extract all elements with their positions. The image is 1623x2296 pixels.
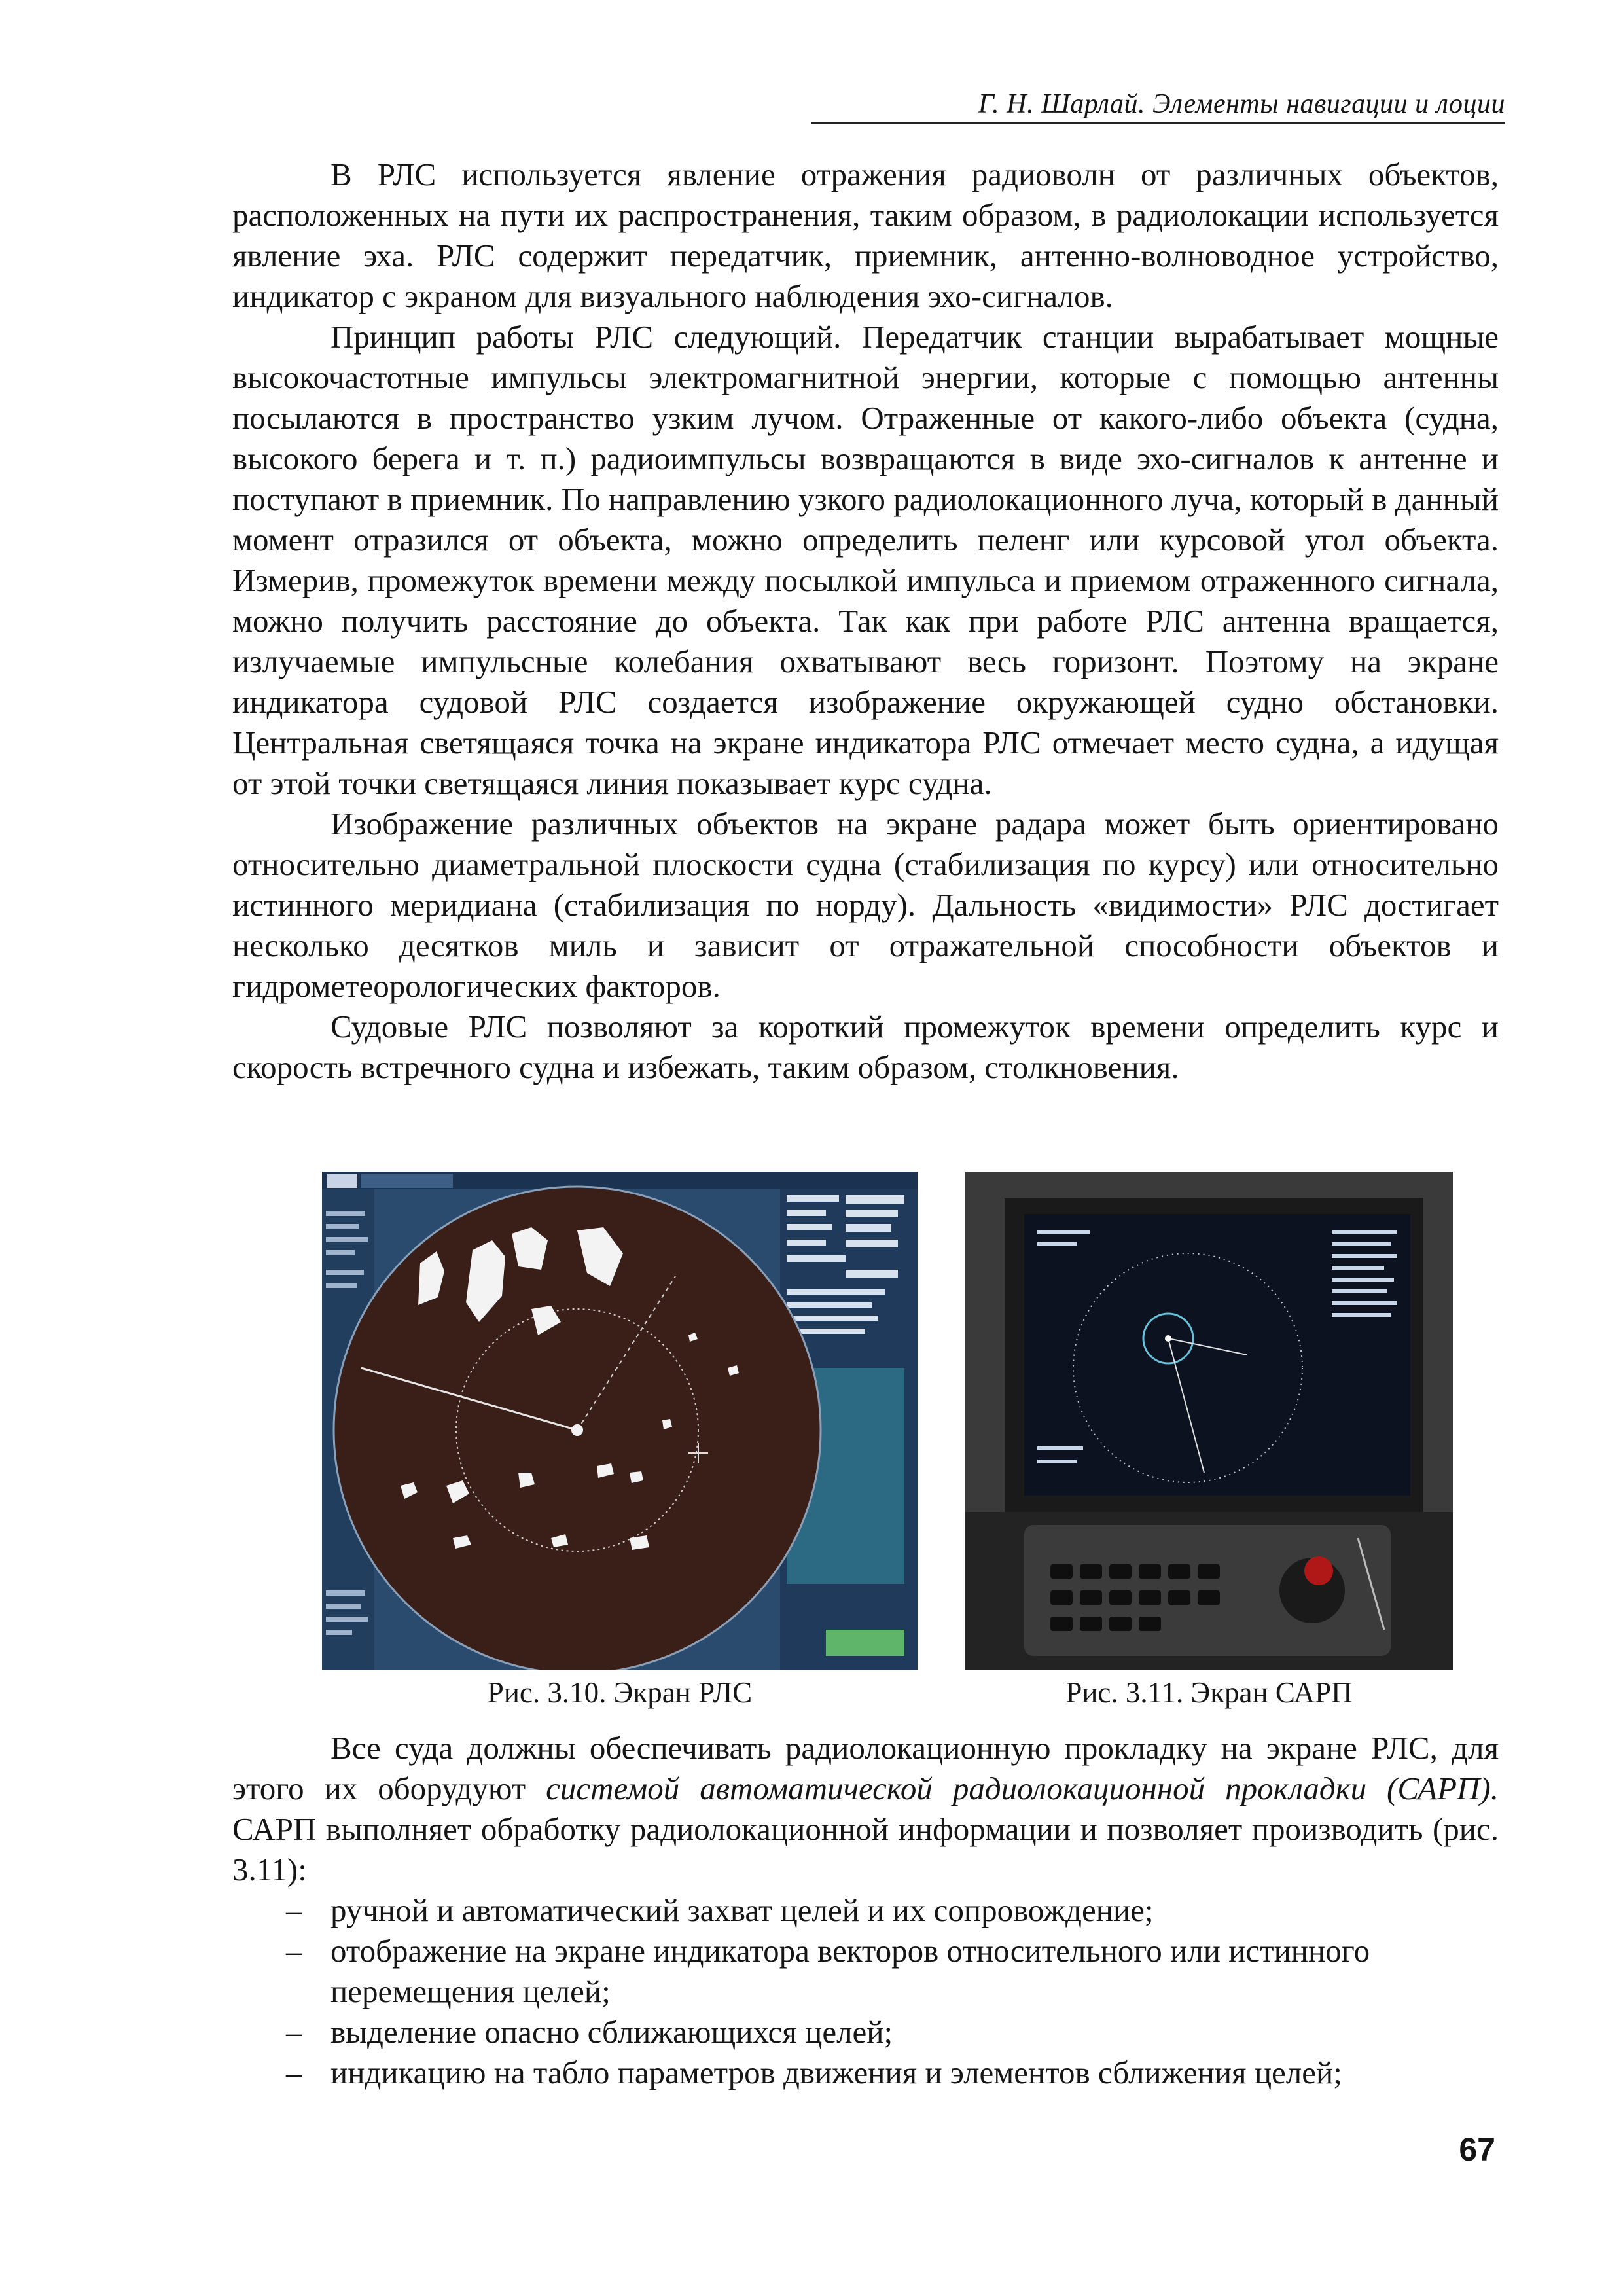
dash-bullet: – <box>286 2014 302 2050</box>
paragraph-text: САРП выполняет обработку радиолокационной информации и позволяет производить (рис. 3.11): <box>232 1811 1499 1888</box>
figure-caption: Рис. 3.10. Экран РЛС <box>487 1676 753 1709</box>
paragraph: Принцип работы РЛС следующий. Передатчик станции вырабатывает мощные высокочастотные импульсы электромагнитной энергии, которые с помощью антенны посылаются в пространство узким лучом. Отраженные от какого-либо объекта (судна, высокого берега и т. п.) радиоимпульсы возвращаются в виде эхо-сигналов к антенне и поступают в приемник. По направлению узкого радиолокационного луча, который в данный момент отразился от объекта, можно определить пеленг или курсовой угол объекта. Измерив, промежуток времени между посылкой импульса и приемом отраженного сигнала, можно получить расстояние до объекта. Так как при работе РЛС антенна вращается, излучаемые импульсные колебания охватывают весь горизонт. Поэтому на экране индикатора судовой РЛС создается изображение окружающей судно обстановки. Центральная светящаяся точка на экране индикатора РЛС отмечает место судна, а идущая от этой точки светящаяся линия показывает курс судна. <box>232 319 1499 801</box>
paragraph: В РЛС используется явление отражения радиоволн от различных объектов, расположенных на пути их распространения, таким образом, в радиолокации используется явление эха. РЛС содержит передатчик, приемник, антенно-волноводное устройство, индикатор с экраном для визуального наблюдения эхо-сигналов. <box>232 156 1499 314</box>
list-item-text: ручной и автоматический захват целей и их сопровождение; <box>330 1892 1154 1928</box>
text-block-top <box>232 154 1499 1088</box>
dash-bullet: – <box>286 1892 302 1928</box>
running-header: Г. Н. Шарлай. Элементы навигации и лоции <box>812 88 1505 124</box>
paragraph-text: Все суда должны обеспечивать радиолокационную прокладку на экране РЛС, для этого их оборудуют <box>232 1730 1499 1806</box>
list-item-text: выделение опасно сближающихся целей; <box>330 2014 893 2050</box>
text-block-bottom <box>232 1728 1499 2093</box>
radar-screen-photo <box>322 1172 918 1670</box>
page-number: 67 <box>1459 2131 1495 2168</box>
list-item <box>232 2053 1499 2093</box>
paragraph: Изображение различных объектов на экране радара может быть ориентировано относительно диаметральной плоскости судна (стабилизация по курсу) или относительно истинного меридиана (стабилизация по норду). Дальность «видимости» РЛС достигает несколько десятков миль и зависит от отражательной способности объектов и гидрометеорологических факторов. <box>232 806 1499 1004</box>
list-item <box>232 1890 1499 1931</box>
emphasis-term: системой автоматической радиолокационной прокладки (САРП). <box>546 1770 1499 1806</box>
dash-bullet: – <box>286 2054 302 2090</box>
list-item-text: индикацию на табло параметров движения и элементов сближения целей; <box>330 2054 1342 2090</box>
arpa-screen-photo <box>965 1172 1453 1670</box>
paragraph <box>232 1728 1499 1890</box>
dash-bullet: – <box>286 1933 302 1969</box>
list-item <box>232 2012 1499 2053</box>
list-item <box>232 1931 1499 2012</box>
bullet-list <box>232 1890 1499 2093</box>
paragraph: Судовые РЛС позволяют за короткий промежуток времени определить курс и скорость встречного судна и избежать, таким образом, столкновения. <box>232 1009 1499 1085</box>
figures-row <box>0 1172 1623 1708</box>
figure-caption: Рис. 3.11. Экран САРП <box>1065 1676 1353 1709</box>
list-item-text: отображение на экране индикатора векторов относительного или истинного перемещения целей; <box>330 1933 1370 2009</box>
